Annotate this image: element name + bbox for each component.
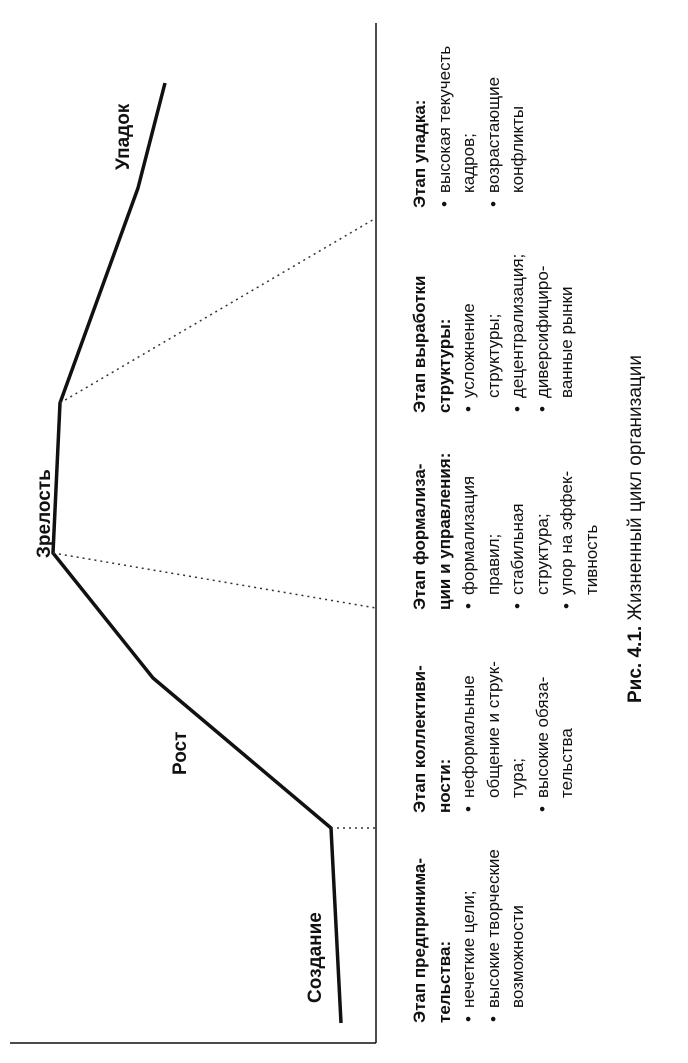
stage-feature-line: общение и струк-	[483, 661, 503, 798]
stage-feature	[555, 415, 604, 610]
phase-label-growth: Рост	[170, 731, 191, 775]
figure-title: Жизненный цикл организации	[625, 354, 646, 621]
guide-line-3	[60, 218, 376, 403]
stage-feature-list	[457, 415, 604, 610]
stage-feature	[457, 818, 482, 1023]
stage-feature	[482, 8, 531, 208]
stage-title-line: Этап предпринима-	[410, 857, 429, 1023]
stage-title-line: Этап формализа-	[410, 463, 429, 610]
stage-feature-line: • децентрализация;	[508, 253, 527, 398]
stage-title-line: Этап выработки	[410, 275, 429, 413]
stage-title	[408, 213, 457, 413]
stage-feature	[506, 415, 555, 610]
figure-caption	[625, 355, 647, 703]
stage-title	[408, 613, 457, 813]
stage-feature-line: ванные рынки	[557, 286, 576, 398]
stage-feature-line: • стабильная	[508, 503, 527, 595]
stage-feature-line: • упор на эффек-	[557, 470, 576, 595]
stage-title-line: Этап упадка:	[410, 99, 429, 208]
stage-feature-line: • формализация	[459, 475, 478, 595]
stage-feature	[433, 8, 482, 208]
stage-title	[408, 8, 433, 208]
stage-title	[408, 415, 457, 610]
stage-block	[408, 213, 580, 413]
stage-title-line: ции и управления:	[434, 452, 454, 610]
stage-block	[408, 818, 531, 1023]
stage-feature-line: правил;	[483, 533, 503, 595]
stage-title-line: структуры:	[434, 318, 454, 413]
guide-line-2	[53, 553, 376, 608]
stage-title-line: тельства:	[434, 940, 454, 1023]
stage-feature-line: • высокая текучесть	[434, 45, 454, 193]
stage-block	[408, 613, 580, 813]
stage-title-line: Этап коллективи-	[410, 665, 429, 813]
stage-feature-line: структура;	[532, 513, 552, 595]
stage-feature	[457, 415, 506, 610]
stage-feature-line: • высокие обяза-	[532, 676, 552, 798]
stage-feature-line: • возрастающие	[483, 76, 503, 193]
stage-feature-line: тура;	[508, 758, 527, 798]
phase-label-creation: Создание	[305, 912, 326, 1003]
stage-feature-line: • диверсифициро-	[532, 265, 552, 398]
stage-feature	[457, 213, 506, 413]
stage-feature	[457, 613, 531, 813]
stage-feature-list	[457, 213, 580, 413]
stage-feature-list	[457, 818, 531, 1023]
stage-feature-list	[433, 8, 531, 208]
phase-label-maturity: Зрелость	[34, 469, 55, 558]
stage-title-line: ности:	[434, 758, 454, 813]
stage-feature-line: тельства	[557, 728, 576, 798]
stage-block	[408, 8, 531, 208]
stage-feature-line: кадров;	[459, 133, 478, 193]
stage-feature-line: конфликты	[508, 105, 527, 193]
phase-label-decline: Упадок	[113, 103, 134, 170]
stage-feature-line: тивность	[581, 524, 601, 595]
stage-feature-line: структуры;	[483, 313, 503, 398]
stage-feature-line: • высокие творческие	[483, 849, 503, 1008]
stage-title	[408, 818, 457, 1023]
stage-feature	[531, 213, 580, 413]
stage-feature-line: • усложнение	[459, 303, 478, 398]
stage-feature-line: возможности	[508, 905, 527, 1008]
stage-feature	[506, 213, 531, 413]
stage-block	[408, 415, 604, 610]
stage-feature-line: • нечеткие цели;	[459, 890, 478, 1008]
figure-number: Рис. 4.1.	[625, 625, 646, 703]
stage-feature	[482, 818, 531, 1023]
stage-feature	[531, 613, 580, 813]
life-cycle-curve	[53, 83, 341, 1023]
stage-feature-line: • неформальные	[459, 675, 478, 798]
stage-feature-list	[457, 613, 580, 813]
